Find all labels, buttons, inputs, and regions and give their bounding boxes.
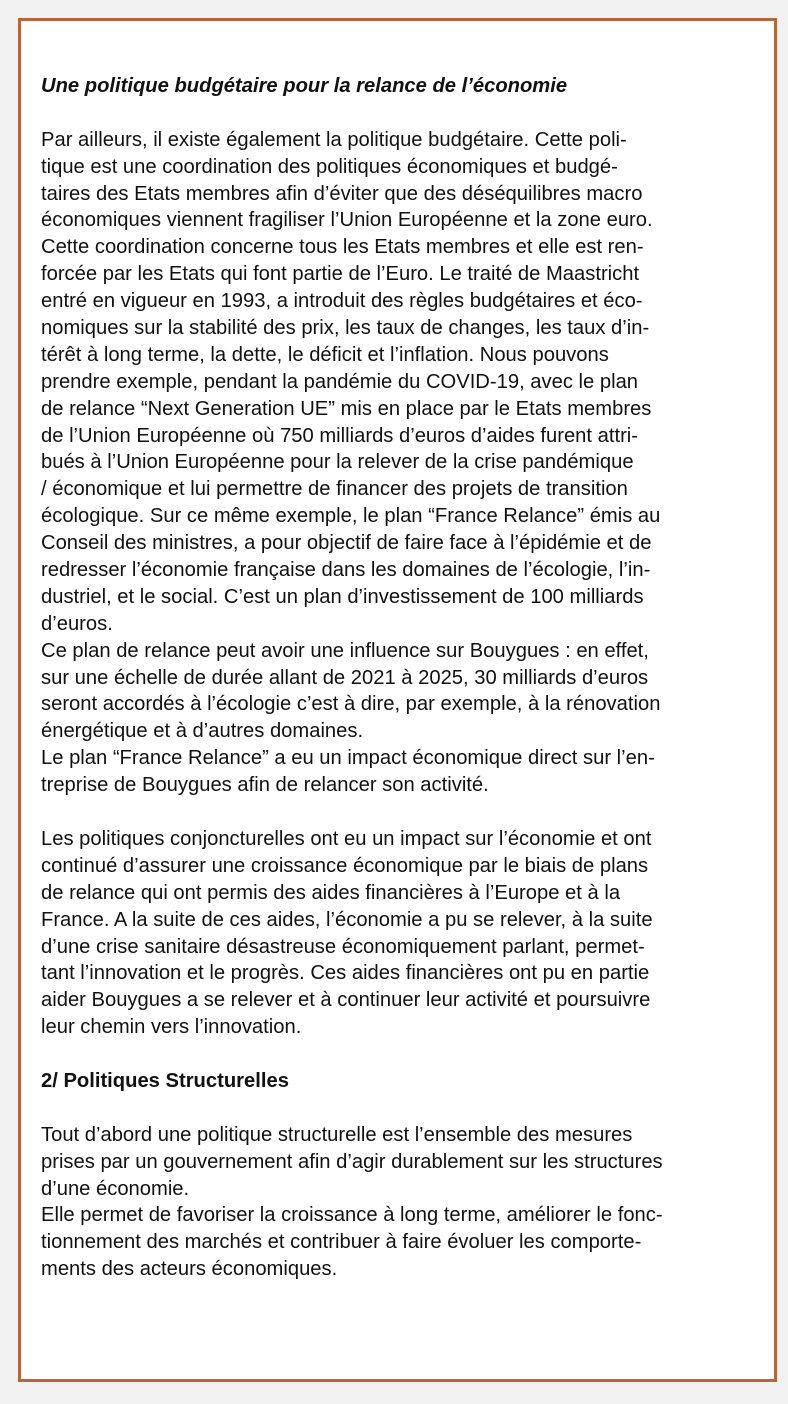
paragraph-structural-policy bbox=[41, 1122, 761, 1283]
text-line: continué d’assurer une croissance économique par le biais de plans bbox=[41, 854, 649, 877]
text-line: Conseil des ministres, a pour objectif de faire face à l’épidémie et de bbox=[41, 532, 652, 555]
text-line: Elle permet de favoriser la croissance à long terme, améliorer le fonc- bbox=[41, 1204, 663, 1227]
text-line: forcée par les Etats qui font partie de l’Euro. Le traité de Maastricht bbox=[41, 263, 640, 286]
spacer bbox=[41, 1095, 761, 1122]
section-heading: 2/ Politiques Structurelles bbox=[41, 1069, 289, 1092]
text-line: Tout d’abord une politique structurelle est l’ensemble des mesures bbox=[41, 1123, 633, 1146]
text-line: sur une échelle de durée allant de 2021 à 2025, 30 milliards d’euros bbox=[41, 666, 649, 689]
text-line: prises par un gouvernement afin d’agir durablement sur les structures bbox=[41, 1150, 663, 1173]
text-line: leur chemin vers l’innovation. bbox=[41, 1016, 302, 1039]
document-frame bbox=[18, 18, 777, 1382]
text-line: Les politiques conjoncturelles ont eu un impact sur l’économie et ont bbox=[41, 827, 652, 850]
text-line: Ce plan de relance peut avoir une influence sur Bouygues : en effet, bbox=[41, 639, 649, 662]
text-line: prendre exemple, pendant la pandémie du COVID-19, avec le plan bbox=[41, 370, 639, 393]
text-line: de relance qui ont permis des aides financières à l’Europe et à la bbox=[41, 881, 621, 904]
text-line: de l’Union Européenne où 750 milliards d’euros d’aides furent attri- bbox=[41, 424, 638, 447]
text-line: seront accordés à l’écologie c’est à dire, par exemple, à la rénovation bbox=[41, 693, 661, 716]
text-line: treprise de Bouygues afin de relancer son activité. bbox=[41, 774, 489, 797]
text-line: entré en vigueur en 1993, a introduit des règles budgétaires et éco- bbox=[41, 290, 643, 313]
text-line: nomiques sur la stabilité des prix, les taux de changes, les taux d’in- bbox=[41, 317, 650, 340]
text-line: écologique. Sur ce même exemple, le plan “France Relance” émis au bbox=[41, 505, 661, 528]
text-line: économiques viennent fragiliser l’Union Européenne et la zone euro. bbox=[41, 209, 653, 232]
text-line: tique est une coordination des politiques économiques et budgé- bbox=[41, 155, 618, 178]
text-line: / économique et lui permettre de financer des projets de transition bbox=[41, 478, 628, 501]
text-line: de relance “Next Generation UE” mis en place par le Etats membres bbox=[41, 397, 652, 420]
text-line: Par ailleurs, il existe également la politique budgétaire. Cette poli- bbox=[41, 128, 627, 151]
text-line: d’une économie. bbox=[41, 1177, 190, 1200]
text-line: tionnement des marchés et contribuer à faire évoluer les comporte- bbox=[41, 1231, 642, 1254]
text-line: bués à l’Union Européenne pour la relever de la crise pandémique bbox=[41, 451, 634, 474]
spacer bbox=[41, 100, 761, 127]
text-line: térêt à long terme, la dette, le déficit et l’inflation. Nous pouvons bbox=[41, 343, 609, 366]
section-title: Une politique budgétaire pour la relance de l’économie bbox=[41, 75, 568, 97]
spacer bbox=[41, 1041, 761, 1068]
text-line: aider Bouygues a se relever et à continuer leur activité et poursuivre bbox=[41, 989, 651, 1012]
paragraph-budget-policy bbox=[41, 127, 761, 799]
text-line: d’une crise sanitaire désastreuse économiquement parlant, permet- bbox=[41, 935, 645, 958]
text-line: Le plan “France Relance” a eu un impact économique direct sur l’en- bbox=[41, 747, 655, 770]
text-line: Cette coordination concerne tous les Etats membres et elle est ren- bbox=[41, 236, 644, 259]
text-line: dustriel, et le social. C’est un plan d’investissement de 100 milliards bbox=[41, 585, 644, 608]
paragraph-conclusion bbox=[41, 826, 761, 1041]
spacer bbox=[41, 799, 761, 826]
document-content bbox=[41, 73, 761, 1283]
text-line: ments des acteurs économiques. bbox=[41, 1258, 338, 1281]
text-line: redresser l’économie française dans les domaines de l’écologie, l’in- bbox=[41, 559, 651, 582]
text-line: taires des Etats membres afin d’éviter que des déséquilibres macro bbox=[41, 182, 643, 205]
text-line: France. A la suite de ces aides, l’économie a pu se relever, à la suite bbox=[41, 908, 653, 931]
text-line: tant l’innovation et le progrès. Ces aides financières ont pu en partie bbox=[41, 962, 650, 985]
text-line: d’euros. bbox=[41, 612, 113, 635]
text-line: énergétique et à d’autres domaines. bbox=[41, 720, 364, 743]
